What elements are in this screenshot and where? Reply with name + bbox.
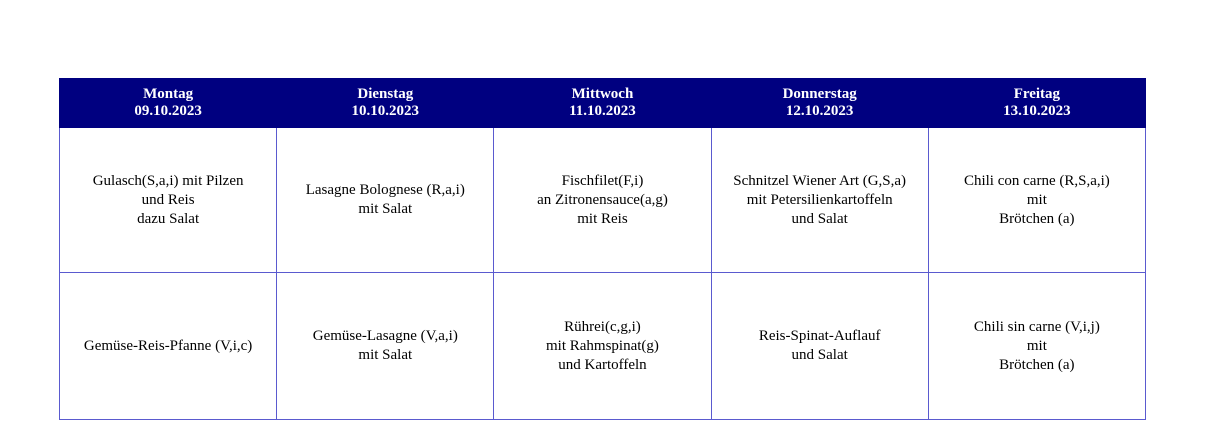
meal-cell-friday <box>928 273 1145 420</box>
day-header-thursday <box>711 79 928 128</box>
day-name: Freitag <box>1013 86 1061 102</box>
meal-cell-monday <box>60 273 277 420</box>
meal-cell-thursday <box>711 273 928 420</box>
meal-line: und Salat <box>791 347 848 363</box>
meal-line: mit Reis <box>577 210 628 227</box>
day-header-friday <box>928 79 1145 128</box>
day-name: Montag <box>143 86 194 102</box>
meal-cell-wednesday <box>494 273 711 420</box>
meal-line: mit <box>1026 337 1047 354</box>
meal-line: Brötchen (a) <box>999 356 1075 373</box>
meal-cell-tuesday <box>277 128 494 273</box>
day-name: Donnerstag <box>782 86 857 102</box>
meal-line: Brötchen (a) <box>999 210 1075 227</box>
menu-table-header <box>60 79 1146 128</box>
day-header-wednesday <box>494 79 711 128</box>
meal-line: mit Petersilienkartoffeln <box>746 191 893 208</box>
meal-line: und Salat <box>791 210 848 227</box>
day-name: Mittwoch <box>571 86 634 102</box>
meal-line: Gemüse-Lasagne (V,a,i) <box>312 328 458 344</box>
menu-row-1 <box>60 128 1146 273</box>
day-date: 09.10.2023 <box>134 103 202 119</box>
meal-line: Rührei(c,g,i) <box>564 318 641 335</box>
meal-line: dazu Salat <box>137 210 200 227</box>
meal-cell-friday <box>928 128 1145 273</box>
menu-table-body <box>60 128 1146 420</box>
meal-line: Gulasch(S,a,i) mit Pilzen <box>92 172 244 189</box>
meal-line: Fischfilet(F,i) <box>561 172 644 189</box>
day-header-tuesday <box>277 79 494 128</box>
meal-line: mit Salat <box>358 347 413 363</box>
day-date: 11.10.2023 <box>569 103 636 119</box>
meal-line: und Reis <box>141 191 195 208</box>
day-header-monday <box>60 79 277 128</box>
weekly-menu-table <box>59 78 1146 420</box>
meal-line: Lasagne Bolognese (R,a,i) <box>305 182 465 198</box>
day-date: 12.10.2023 <box>785 103 854 119</box>
meal-line: und Kartoffeln <box>558 356 647 373</box>
meal-cell-wednesday <box>494 128 711 273</box>
meal-line: mit <box>1026 191 1047 208</box>
meal-line: Chili sin carne (V,i,j) <box>973 318 1100 335</box>
meal-line: Gemüse-Reis-Pfanne (V,i,c) <box>83 337 253 354</box>
meal-line: mit Rahmspinat(g) <box>546 337 659 354</box>
meal-line: Schnitzel Wiener Art (G,S,a) <box>733 172 907 189</box>
meal-line: mit Salat <box>358 201 413 217</box>
menu-row-2 <box>60 273 1146 420</box>
meal-line: Reis-Spinat-Auflauf <box>758 328 881 344</box>
meal-cell-thursday <box>711 128 928 273</box>
day-header-row <box>60 79 1146 128</box>
day-date: 13.10.2023 <box>1003 103 1071 119</box>
meal-cell-monday <box>60 128 277 273</box>
meal-cell-tuesday <box>277 273 494 420</box>
day-name: Dienstag <box>357 86 414 102</box>
day-date: 10.10.2023 <box>351 103 420 119</box>
meal-line: an Zitronensauce(a,g) <box>537 191 668 208</box>
meal-line: Chili con carne (R,S,a,i) <box>963 172 1110 189</box>
